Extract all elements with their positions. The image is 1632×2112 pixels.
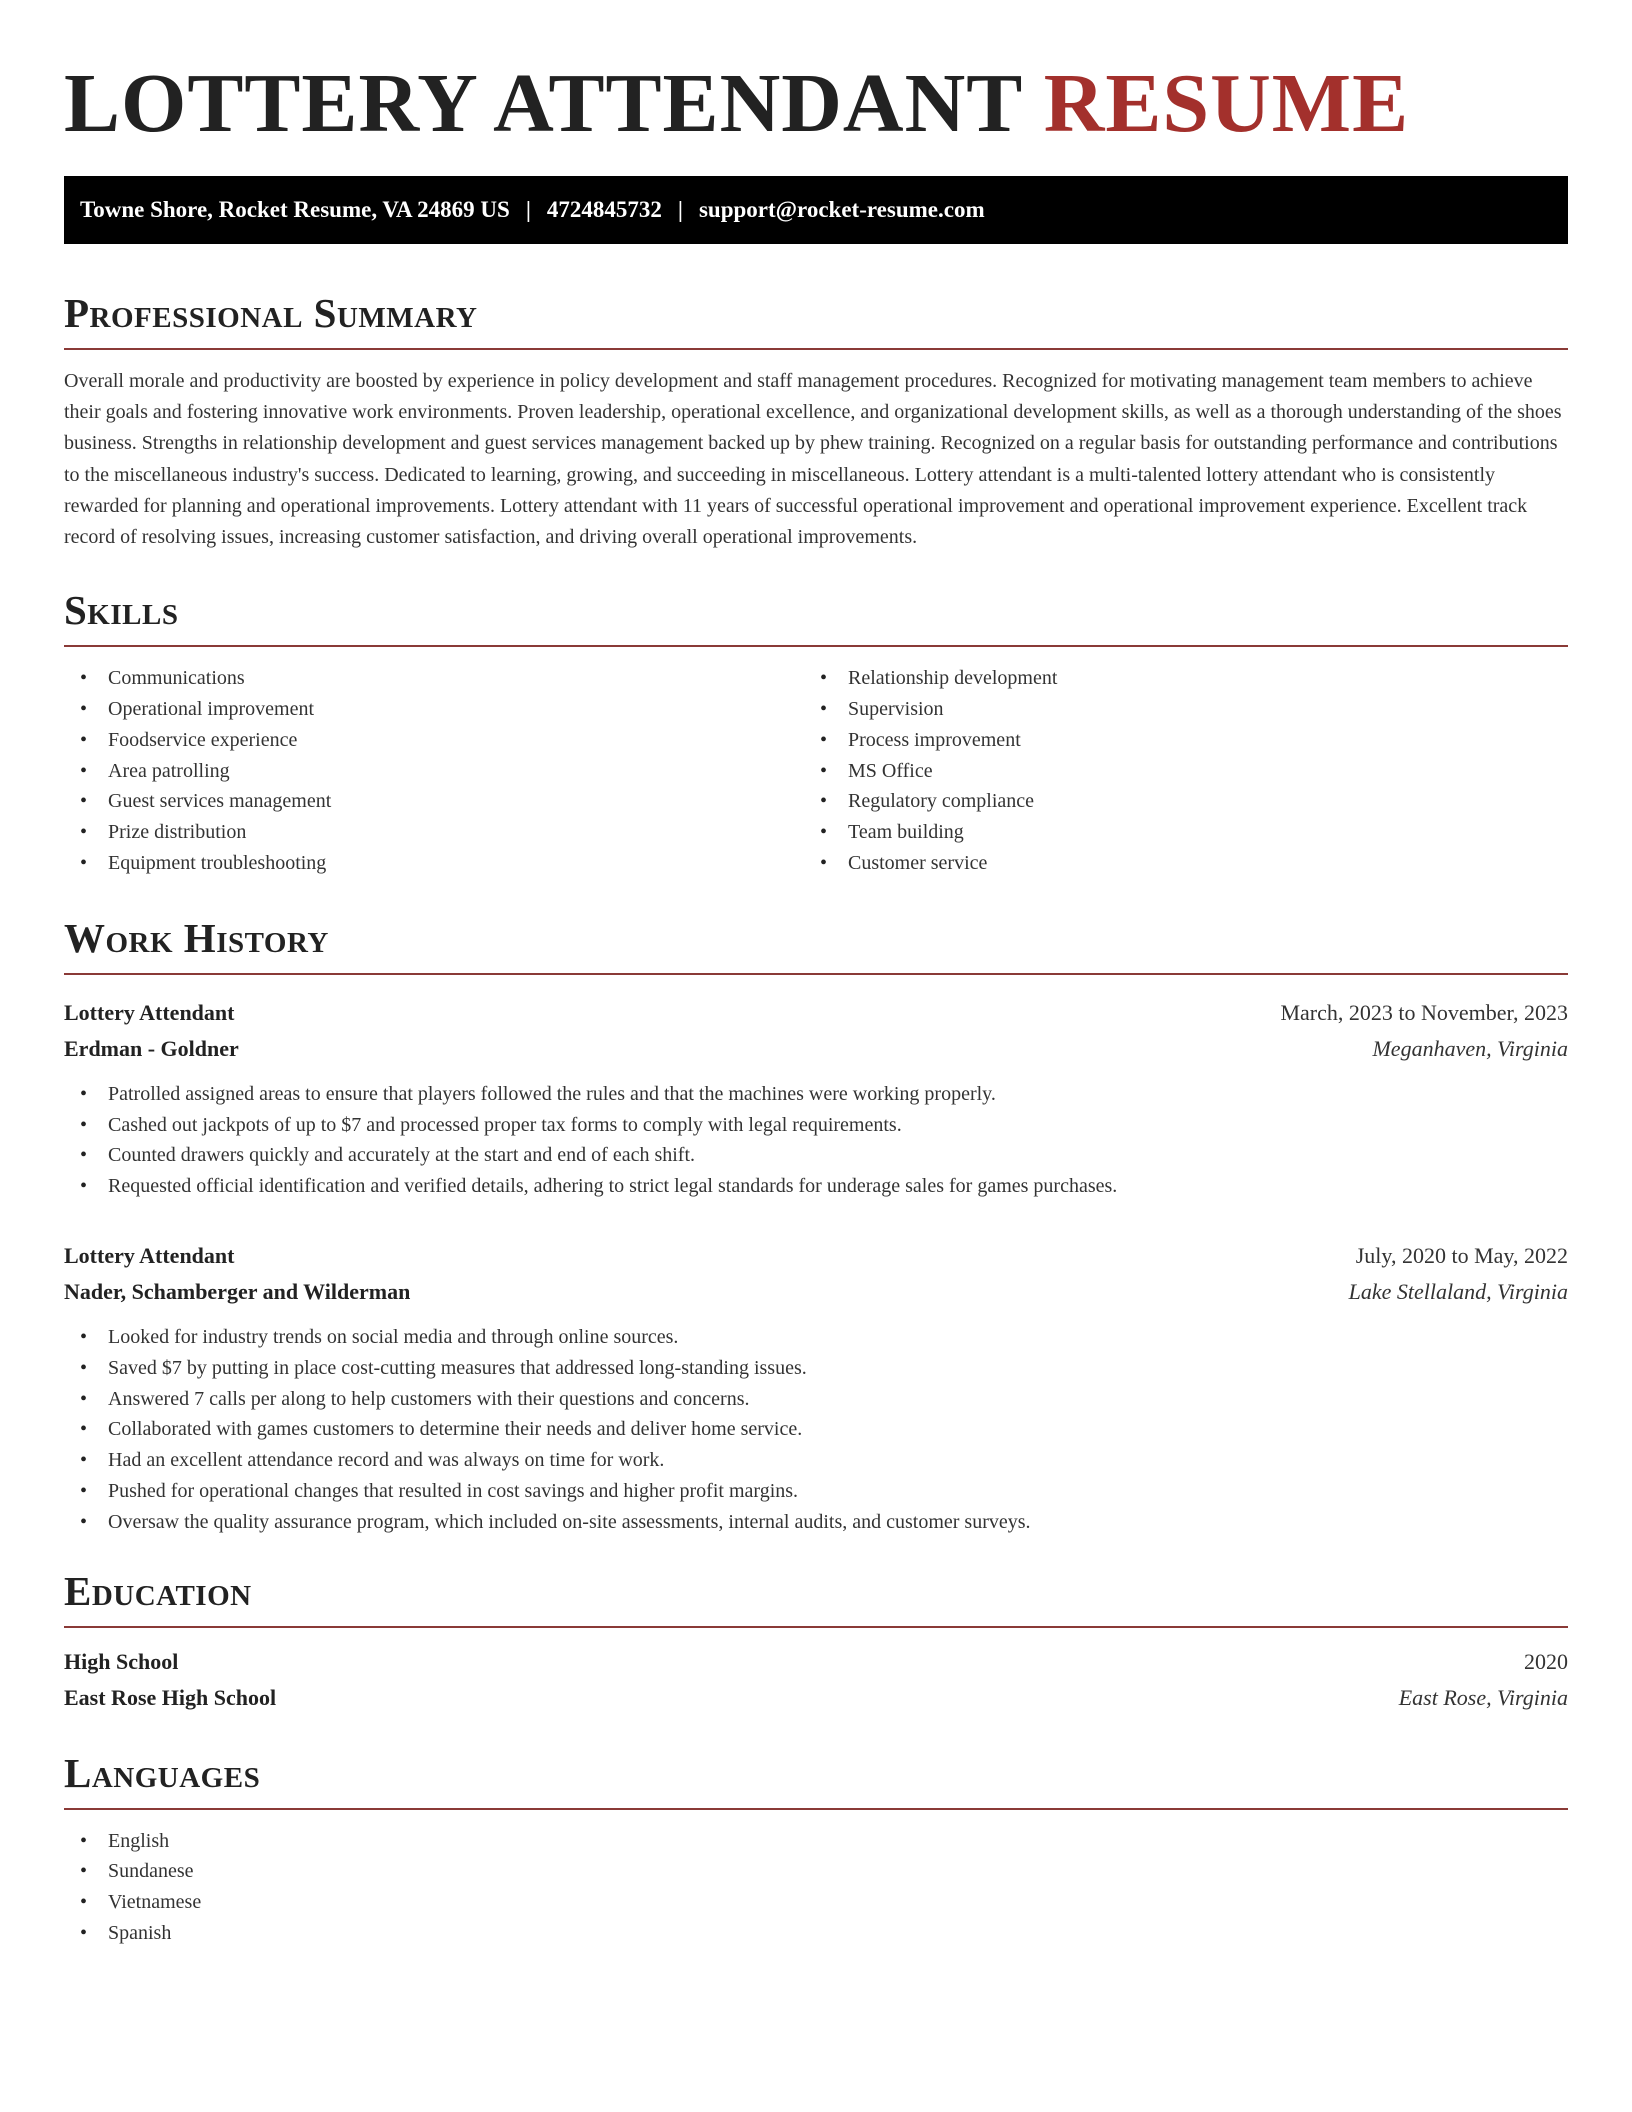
skill-item: • Equipment troubleshooting bbox=[64, 848, 804, 879]
job-company: Erdman - Goldner bbox=[64, 1035, 239, 1061]
contact-separator: | bbox=[525, 197, 531, 222]
section-divider bbox=[64, 1626, 1568, 1628]
education-section bbox=[64, 1562, 1568, 1716]
work-history-section bbox=[64, 909, 1568, 1538]
education-year: 2020 bbox=[1524, 1648, 1568, 1674]
work-history-heading: Work History bbox=[64, 914, 329, 961]
skill-item: • Supervision bbox=[804, 694, 1544, 725]
job-bullets bbox=[64, 1079, 1568, 1202]
job-dates: July, 2020 to May, 2022 bbox=[1355, 1242, 1568, 1268]
job-title: Lottery Attendant bbox=[64, 1242, 235, 1268]
skills-heading: Skills bbox=[64, 587, 179, 634]
job-bullet: • Cashed out jackpots of up to $7 and processed proper tax forms to comply with legal requirements. bbox=[64, 1110, 1568, 1141]
job-header-row bbox=[64, 995, 1568, 1031]
skill-item: • Process improvement bbox=[804, 725, 1544, 756]
section-divider bbox=[64, 973, 1568, 975]
skills-left-column bbox=[64, 663, 804, 879]
skill-item: • Team building bbox=[804, 817, 1544, 848]
job-header-row bbox=[64, 1238, 1568, 1274]
job-bullet: • Saved $7 by putting in place cost-cutting measures that addressed long-standing issues. bbox=[64, 1353, 1568, 1384]
education-school: East Rose High School bbox=[64, 1684, 277, 1710]
job-company-row bbox=[64, 1274, 1568, 1310]
contact-phone: 4724845732 bbox=[546, 197, 662, 222]
language-item: • Vietnamese bbox=[64, 1887, 1568, 1918]
job-bullet: • Counted drawers quickly and accurately at the start and end of each shift. bbox=[64, 1140, 1568, 1171]
education-degree-row bbox=[64, 1644, 1568, 1680]
job-entry bbox=[64, 995, 1568, 1202]
title-main: LOTTERY ATTENDANT bbox=[64, 57, 1022, 150]
summary-heading: Professional Summary bbox=[64, 290, 478, 336]
skills-grid bbox=[64, 663, 1568, 879]
languages-section bbox=[64, 1744, 1568, 1949]
skill-item: • Foodservice experience bbox=[64, 725, 804, 756]
skills-section bbox=[64, 581, 1568, 879]
summary-section bbox=[64, 284, 1568, 553]
job-bullet: • Collaborated with games customers to determine their needs and deliver home service. bbox=[64, 1414, 1568, 1445]
job-bullet: • Requested official identification and verified details, adhering to strict legal standards for underage sales for games purchases. bbox=[64, 1171, 1568, 1202]
job-bullet: • Patrolled assigned areas to ensure that players followed the rules and that the machines were working properly. bbox=[64, 1079, 1568, 1110]
section-divider bbox=[64, 348, 1568, 350]
skill-item: • Relationship development bbox=[804, 663, 1544, 694]
resume-page bbox=[64, 0, 1568, 1949]
education-location: East Rose, Virginia bbox=[1398, 1684, 1568, 1710]
skill-item: • Customer service bbox=[804, 848, 1544, 879]
job-bullet: • Looked for industry trends on social media and through online sources. bbox=[64, 1322, 1568, 1353]
education-entry bbox=[64, 1644, 1568, 1716]
skill-item: • Operational improvement bbox=[64, 694, 804, 725]
contact-bar bbox=[64, 176, 1568, 244]
job-entry bbox=[64, 1238, 1568, 1538]
skill-item: • MS Office bbox=[804, 756, 1544, 787]
skill-item: • Prize distribution bbox=[64, 817, 804, 848]
language-item: • Sundanese bbox=[64, 1856, 1568, 1887]
contact-email[interactable]: support@rocket-resume.com bbox=[698, 197, 985, 222]
skill-item: • Regulatory compliance bbox=[804, 786, 1544, 817]
job-bullet: • Oversaw the quality assurance program, which included on-site assessments, internal audits, and customer surveys. bbox=[64, 1507, 1568, 1538]
skills-right-column bbox=[804, 663, 1544, 879]
education-degree: High School bbox=[64, 1648, 179, 1674]
job-bullet: • Pushed for operational changes that resulted in cost savings and higher profit margins. bbox=[64, 1476, 1568, 1507]
languages-heading: Languages bbox=[64, 1749, 261, 1796]
contact-separator: | bbox=[677, 197, 683, 222]
summary-text: Overall morale and productivity are boosted by experience in policy development and staff management procedures. Recognized for motivating management team members to achieve their goals and fostering innovative work environments. Proven leadership, operational excellence, and organizational development skills, as well as a thorough understanding of the shoes business. Strengths in relationship development and guest services management backed up by phew training. Recognized on a regular basis for outstanding performance and contributions to the miscellaneous industry's success. Dedicated to learning, growing, and succeeding in miscellaneous. Lottery attendant is a multi-talented lottery attendant who is consistently rewarded for planning and operational improvements. Lottery attendant with 11 years of successful operational improvement and operational improvement experience. Excellent track record of resolving issues, increasing customer satisfaction, and driving overall operational improvements. bbox=[64, 370, 1562, 549]
job-bullets bbox=[64, 1322, 1568, 1538]
skill-item: • Communications bbox=[64, 663, 804, 694]
section-divider bbox=[64, 645, 1568, 647]
job-bullet: • Answered 7 calls per along to help customers with their questions and concerns. bbox=[64, 1384, 1568, 1415]
job-location: Meganhaven, Virginia bbox=[1372, 1035, 1568, 1061]
job-company: Nader, Schamberger and Wilderman bbox=[64, 1278, 411, 1304]
skill-item: • Guest services management bbox=[64, 786, 804, 817]
job-company-row bbox=[64, 1031, 1568, 1067]
skill-item: • Area patrolling bbox=[64, 756, 804, 787]
resume-title bbox=[64, 48, 1568, 160]
language-item: • Spanish bbox=[64, 1918, 1568, 1949]
education-heading: Education bbox=[64, 1567, 252, 1614]
languages-list bbox=[64, 1826, 1568, 1949]
job-bullet: • Had an excellent attendance record and was always on time for work. bbox=[64, 1445, 1568, 1476]
section-divider bbox=[64, 1808, 1568, 1810]
job-location: Lake Stellaland, Virginia bbox=[1348, 1278, 1568, 1304]
contact-address: Towne Shore, Rocket Resume, VA 24869 US bbox=[80, 197, 510, 222]
title-accent: RESUME bbox=[1043, 57, 1410, 150]
job-title: Lottery Attendant bbox=[64, 999, 235, 1025]
education-school-row bbox=[64, 1680, 1568, 1716]
language-item: • English bbox=[64, 1826, 1568, 1857]
job-dates: March, 2023 to November, 2023 bbox=[1280, 999, 1568, 1025]
